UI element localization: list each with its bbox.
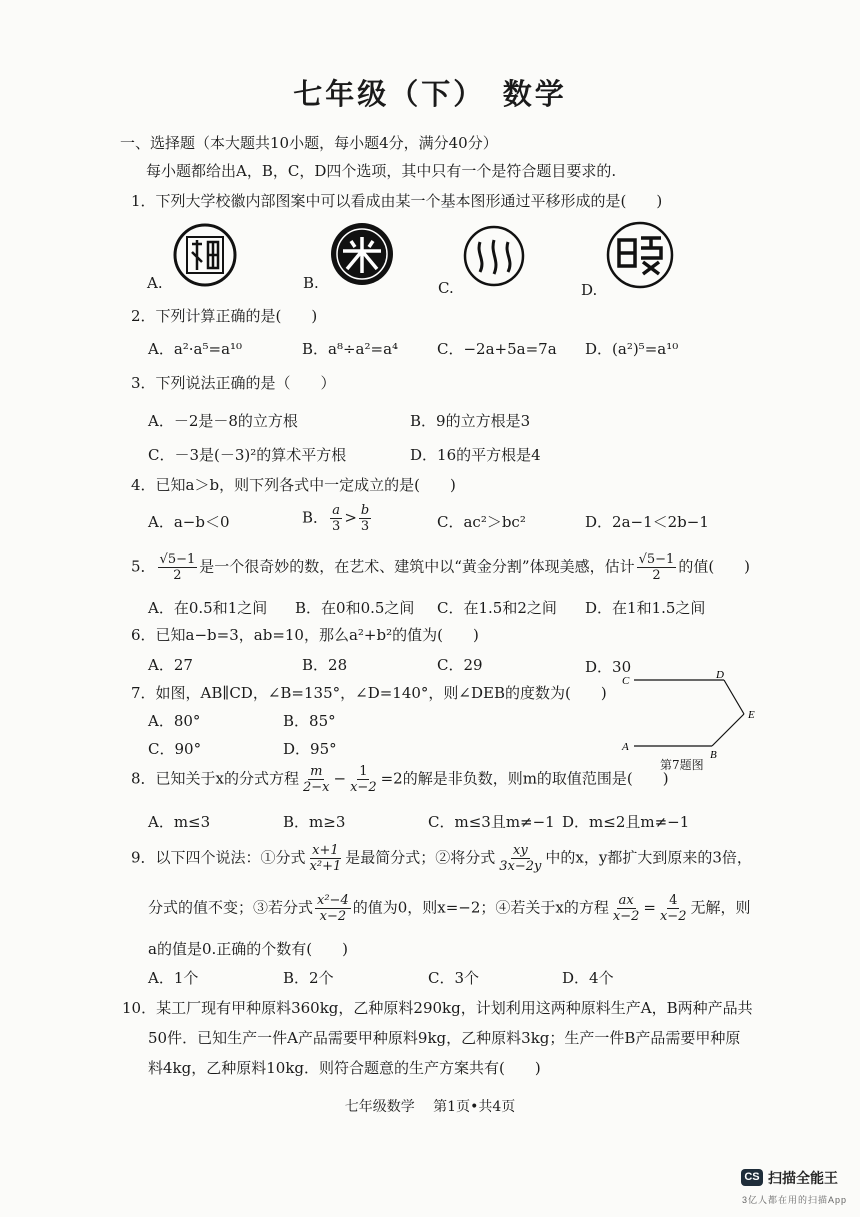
fraction-denominator: x−2 [350,780,377,795]
question-text: 无解，则 [690,898,751,917]
q1-label-c: C. [438,279,454,297]
q7-option-d: D．95° [283,740,337,758]
q5-option-b: B．在0和0.5之间 [295,599,415,617]
question-2-stem: 2．下列计算正确的是( ) [131,307,318,325]
q7-figure-caption: 第7题图 [660,758,704,772]
question-6-stem: 6．已知a−b=3，ab=10，那么a²+b²的值为( ) [131,626,479,644]
fraction-denominator: 3x−2y [499,859,542,874]
section-heading: 一、选择题（本大题共10小题，每小题4分，满分40分） [120,134,498,152]
q4-option-c: C．ac²＞bc² [437,513,526,531]
fraction-denominator: x−2 [659,909,687,924]
point-label-e: E [748,709,755,721]
question-4-stem: 4．已知a＞b，则下列各式中一定成立的是( ) [131,476,456,494]
fraction-numerator: 4 [669,893,678,908]
fraction: $\frac{a}{3}$ [332,503,341,534]
scanner-app-name: 扫描全能王 [768,1170,838,1186]
page-footer: 七年级数学 第1页•共4页 [344,1099,516,1115]
fraction [308,843,344,874]
question-text: 8．已知关于x的分式方程 [131,769,300,788]
q7-option-b: B．85° [283,712,336,730]
q2-option-c: C．−2a+5a=7a [437,340,557,358]
fraction-denominator: 2 [652,568,661,583]
fraction-denominator: x−2 [319,909,347,924]
question-text: 中的x，y都扩大到原来的3倍， [545,848,752,867]
question-5-stem [131,552,750,583]
fraction [497,843,543,874]
q5-option-a: A．在0.5和1之间 [148,599,268,617]
fraction [315,893,351,924]
emblem-a-icon [172,222,238,292]
question-9-line-3: a的值是0.正确的个数有( ) [148,940,348,958]
fraction-numerator: xy [513,843,528,858]
q9-option-b: B．2个 [283,969,334,987]
q8-option-c: C．m≤3且m≠−1 [428,813,555,831]
question-9-line-1 [131,843,752,874]
q8-option-a: A．m≤3 [148,813,211,831]
q4-option-d: D．2a−1＜2b−1 [585,513,709,531]
q1-label-d: D. [581,281,598,299]
emblem-b-icon [329,221,395,291]
q8-option-b: B．m≥3 [283,813,346,831]
page-title: 七年级（下） 数学 [293,77,567,111]
fraction [301,764,332,795]
question-text: 的值为0，则x=−2；④若关于x的方程 [352,898,609,917]
question-7-stem: 7．如图，AB∥CD，∠B=135°，∠D=140°，则∠DEB的度数为( ) [131,684,607,702]
fraction [611,893,642,924]
question-number: 5． [131,557,156,576]
question-10-line-2: 50件．已知生产一件A产品需要甲种原料9kg，乙种原料3kg；生产一件B产品需要甲种原 [148,1029,741,1047]
question-10-line-1: 10．某工厂现有甲种原料360kg，乙种原料290kg，计划利用这两种原料生产A，B两种产品共 [122,999,753,1017]
fraction-denominator: 2−x [303,780,330,795]
q2-option-a: A．a²·a⁵=a¹⁰ [148,340,243,358]
question-text: 是最简分式；②将分式 [345,848,496,867]
fraction: $\frac{b}{3}$ [360,503,370,534]
q2-option-d: D．(a²)⁵=a¹⁰ [585,340,679,358]
q9-option-a: A．1个 [148,969,199,987]
fraction-numerator: √5−1 [638,552,675,567]
fraction [158,552,198,583]
q6-option-a: A．27 [148,656,193,674]
point-label-b: B [710,749,717,760]
q3-option-b: B．9的立方根是3 [410,412,531,430]
emblem-d-icon [605,220,675,294]
fraction [637,552,677,583]
fraction-numerator: m [310,764,323,779]
fraction-denominator: x²+1 [309,859,342,874]
q6-option-d: D．30 [585,658,632,676]
question-1-stem: 1．下列大学校徽内部图案中可以看成由某一个基本图形通过平移形成的是( ) [131,192,663,210]
point-label-d: D [716,670,724,681]
equals-sign: = [643,898,656,917]
question-text: 是一个很奇妙的数，在艺术、建筑中以“黄金分割”体现美感，估计 [199,557,635,576]
scanner-tagline: 3亿人都在用的扫描App [742,1195,848,1205]
q7-option-a: A．80° [148,712,201,730]
q9-option-d: D．4个 [562,969,614,987]
minus-sign: − [333,769,347,788]
q1-label-b: B. [303,274,319,292]
fraction-numerator: x²−4 [317,893,349,908]
q6-option-c: C．29 [437,656,483,674]
q1-label-a: A. [147,274,163,292]
question-text: 分式的值不变；③若分式 [148,898,314,917]
camscanner-logo-icon: CS [741,1169,763,1186]
fraction-numerator: ax [618,893,634,908]
question-9-line-2 [148,893,750,924]
q7-option-c: C．90° [148,740,202,758]
question-3-stem: 3．下列说法正确的是（ ） [131,374,336,392]
q5-option-c: C．在1.5和2之间 [437,599,557,617]
question-text: 的值( ) [678,557,751,576]
question-10-line-3: 料4kg，乙种原料10kg．则符合题意的生产方案共有( ) [148,1059,541,1077]
fraction [658,893,689,924]
q3-option-c: C．－3是(－3)²的算术平方根 [148,446,347,464]
emblem-c-icon [462,224,526,292]
q9-option-c: C．3个 [428,969,480,987]
q5-option-d: D．在1和1.5之间 [585,599,706,617]
fraction-numerator: √5−1 [159,552,196,567]
q4-option-b-label: B． [302,508,329,527]
fraction [348,764,379,795]
fraction-numerator: 1 [359,764,368,779]
question-text: 9．以下四个说法：①分式 [131,848,306,867]
fraction-denominator: x−2 [612,909,640,924]
point-label-c: C [622,675,630,687]
question-text: =2的解是非负数，则m的取值范围是( ) [380,769,669,788]
q3-option-d: D．16的平方根是4 [410,446,541,464]
q4-option-a: A．a−b＜0 [148,513,230,531]
q7-figure [620,670,760,764]
q4-option-b: B． $\frac{a}{3}$ > $\frac{b}{3}$ [302,503,370,534]
q8-option-d: D．m≤2且m≠−1 [562,813,690,831]
fraction-denominator: 2 [173,568,182,583]
question-8-stem [131,764,669,795]
q3-option-a: A．－2是－8的立方根 [148,412,298,430]
q6-option-b: B．28 [302,656,348,674]
point-label-a: A [622,741,629,753]
q2-option-b: B．a⁸÷a²=a⁴ [302,340,399,358]
fraction-numerator: x+1 [312,843,339,858]
section-instruction: 每小题都给出A，B，C，D四个选项，其中只有一个是符合题目要求的. [146,162,617,180]
